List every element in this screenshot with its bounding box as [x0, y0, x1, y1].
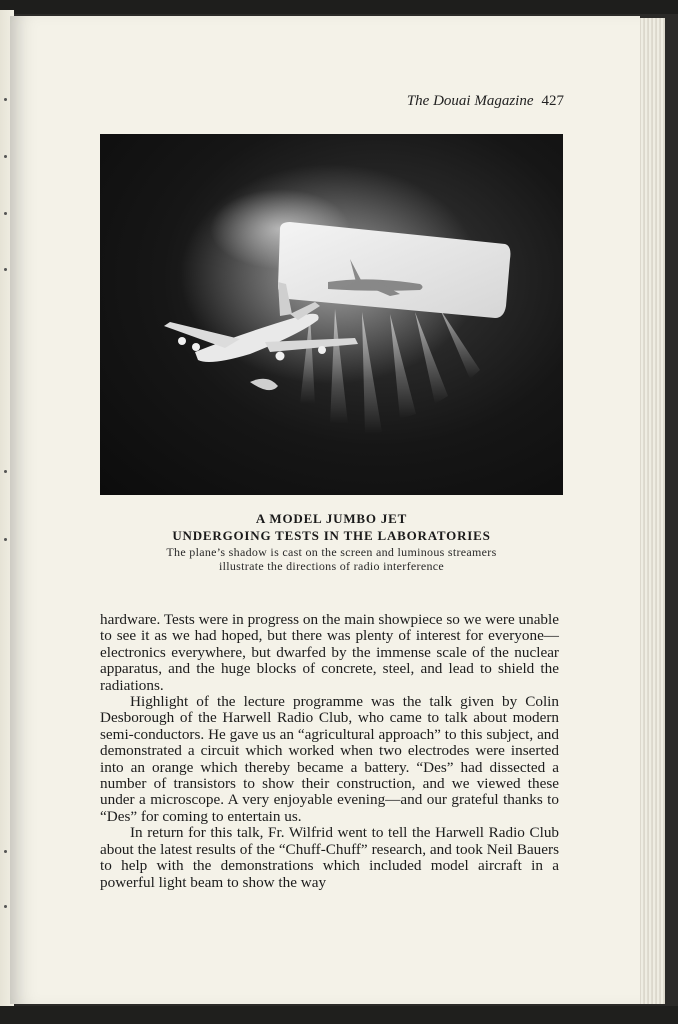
paragraph-continuation: hardware. Tests were in progress on the main showpiece so we were unable to see it as we had hoped, but there was plenty of interest for everyone—electronics everywhere, but dwarfed by the immense scale of the nuclear apparatus, and the huge blocks of concrete, steel, and lead to shield the radiations.: [100, 611, 559, 694]
book-bottom-edge: [0, 1006, 678, 1024]
paragraph-harwell-visit: In return for this talk, Fr. Wilfrid went to tell the Harwell Radio Club about the latest results of the “Chuff-Chuff” research, and took Neil Bauers to help with the demonstrations which included model aircraft in a powerful light beam to show the way: [100, 824, 559, 891]
book-top-edge: [0, 0, 678, 14]
figure-description: [100, 545, 563, 573]
caption-line-1: A MODEL JUMBO JET: [255, 511, 408, 526]
description-line-1: The plane’s shadow is cast on the screen and luminous streamers: [166, 545, 497, 559]
jumbo-jet-illustration: [100, 134, 563, 495]
page-stack-edge: [636, 18, 665, 1004]
jumbo-jet-photo: [100, 134, 563, 495]
caption-line-2: UNDERGOING TESTS IN THE LABORATORIES: [172, 528, 491, 543]
figure-caption: [100, 510, 563, 544]
magazine-title: The Douai Magazine: [406, 93, 534, 109]
description-line-2: illustrate the directions of radio interference: [218, 559, 444, 573]
page-number: 427: [541, 93, 564, 109]
article-body: [100, 612, 559, 891]
paragraph-lecture: Highlight of the lecture programme was the talk given by Colin Desborough of the Harwell Radio Club, who came to talk about modern semi-conductors. He gave us an “agricultural approach” to this subject, and demonstrated a circuit which worked when two electrodes were inserted into an orange which thereby became a battery. “Des” had dissected a number of transistors to show their construction, and we viewed these under a microscope. A very enjoyable evening—and our grateful thanks to “Des” for coming to entertain us.: [100, 693, 559, 825]
running-head: [364, 93, 564, 110]
